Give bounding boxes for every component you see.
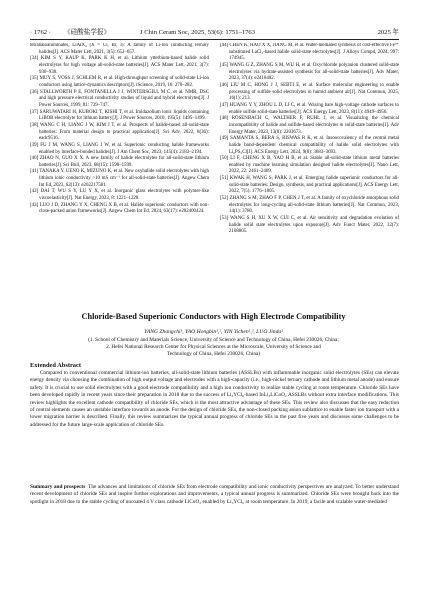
journal-year: 2025 年 xyxy=(377,29,399,36)
reference-item: [52] ZHANG S M, ZHAO F P, CHEN J T, et al. A family of oxychloride amorphous solid electrolytes for long-cycling all-solid-state lithium batteries[J]. Nat Commun, 2023, 14(1): 3780. xyxy=(220,196,399,215)
reference-item: [49] SAMANTA S, BERA S, BISWAS R K, et al. Insoocovalency of the central metal halide bond-dependent chemical compatibility of halide solid electrolytes with Li₆PS₅Cl[J]. ACS Energy Lett, 2024, 9(8): 3683–3693. xyxy=(220,136,399,155)
reference-item: [42] DAI T, WU S Y, LU Y X, et al. Inorganic glass electrolytes with polymer-like viscoelasticity[J]. Nat Energy, 2023, 8: 1221–1228. xyxy=(30,189,209,202)
extended-abstract-heading: Extended Abstract xyxy=(30,362,81,369)
reference-item: [45] WANG G Z, ZHANG S M, WU H, et al. Oxychloride polyanion clustered solid-state electrolytes via hydrate-assisted synthesis for all-solid-state batteries[J]. Adv Mater, 2023, 37(4): e2410402. xyxy=(220,62,399,82)
extended-abstract xyxy=(30,361,399,429)
article-title: Chloride-Based Superionic Conductors with High Electrode Compatibility xyxy=(81,312,346,321)
affiliation-line: 2. Hefei National Research Center for Physical Sciences at the Microscale, University of Science and xyxy=(106,344,321,351)
reference-item: [46] LIU M C, HONG J J, SEBTI E, et al. Surface molecular engineering to enable processing of sulfide solid electrolytes in humid ambient air[J]. Nat Commun, 2025, 16(1): 213. xyxy=(220,82,399,102)
reference-column-left xyxy=(30,43,209,289)
reference-item: [43] LUO J D, ZHANG Y X, CHENG X B, et al. Halide superionic conductors with non-close-packed anion frameworks[J]. Angew Chem Int Ed, 2024, 63(17): e202400424. xyxy=(30,202,209,215)
reference-item: [36] STALLWORTH P E, FONTANELLA J J, WINTERSGILL M C, et al. NMR, DSC and high pressure electrical conductivity studies of liquid and hybrid electrolytes[J]. J Power Sources, 1999, 81: 739–747. xyxy=(30,89,209,108)
journal-citation: J Chin Ceram Soc, 2025, 53(6): 1751–1763 xyxy=(140,29,256,36)
journal-name: 《硅酸盐学报》 xyxy=(64,29,111,36)
reference-item: [50] LI F, CHENG X B, YAO H B, et al. Stable all-solid-state lithium metal batteries enabled by machine learning simulation designed halide electrolytes[J]. Nano Lett, 2022, 22: 2461–2469. xyxy=(220,156,399,175)
header-rule xyxy=(30,39,399,40)
reference-item: [34] KIM S Y, KAUP K, PARK K H, et al. Lithium ytterbium-based halide solid electrolytes for high voltage all-solid-state batteries[J]. ACS Mater Lett, 2021, 3(7): 930–938. xyxy=(30,56,209,75)
running-header xyxy=(30,27,399,39)
reference-item: [44] CHEN K, HAO X X, JIANG M, et al. Water-mediated synthesis of cost-effective Fe³⁺ substituted LaCl₃-based halide solid-state electrolytes[J]. J Alloys Compd, 2024, 997: 174945. xyxy=(220,43,399,62)
affiliation-line: Technology of China, Hefei 230026, China) xyxy=(166,351,261,358)
summary-body: The advances and limitations of chloride SEs from electrode compatibility and ionic conductivity perspectives are analyzed. To better understand recent development of chloride SEs and inspire further explorations and improvements, a typical annual progress is summarized. Chloride SEs were brought back into the spotlight in 2018 due to the stable cycling of uncoated 4 V class cathode LiCoO₂ enabled by Li₃YCl₆ at room temperature. In 2019, a facile and scalable water-mediated xyxy=(30,484,399,505)
reference-column-right xyxy=(220,43,399,289)
reference-item: [37] SARUWATARI H, KUBOKI T, KISHI T, et al. Imidazolium ionic liquids containing LiBOB electrolyte for lithium battery[J]. J Power Sources, 2010, 195(5): 1495–1499. xyxy=(30,109,209,122)
reference-item: [41] TANAKA Y, UENO K, MIZUNO K, et al. New oxyhalide solid electrolytes with high lithium ionic conductivity >10 mS cm⁻¹ for all-solid-state batteries[J]. Angew Chem Int Ed, 2023, 62(13): e202217581. xyxy=(30,169,209,188)
affiliation-line: (1. School of Chemistry and Materials Science, University of Science and Technology of China, Hefei 230026, China; xyxy=(88,337,339,343)
summary-paragraph xyxy=(30,484,399,506)
page-number: · 1762 · xyxy=(30,29,51,36)
reference-item: tetrahaloaluminates, LiAlX₄ (X = Cl, Br, I): A family of Li-ion conducting ternary halides[J]. ACS Mater Lett, 2021, 3(5): 652–657. xyxy=(30,43,209,55)
reference-item: [48] ROSENBACH C, WALTHER F, RUHL J, et al. Visualizing the chemical incompatibility of halide and sulfide-based electrolytes in solid-state batteries[J]. Adv Energy Mater, 2023, 13(8): 2203673. xyxy=(220,116,399,135)
reference-item: [53] WANG S H, XU X W, CUI C, et al. Air sensitivity and degradation evolution of halide solid state electrolytes upon exposure[J]. Adv Funct Mater, 2022, 32(7): 2108805. xyxy=(220,216,399,235)
summary-lead: Summary and prospects xyxy=(30,484,86,490)
reference-item: [39] FU J M, WANG S, LIANG J W, et al. Superionic conducting halide frameworks enabled by interface-bonded halides[J]. J Am Chem Soc, 2023, 145(4): 2183–2194. xyxy=(30,142,209,155)
reference-item: [47] HUANG Y Y, ZHOU L D, LI C, et al. Waxing bare high-voltage cathode surfaces to enable sulfide solid-state batteries[J]. ACS Energy Lett, 2023, 8(11): 4949–4956. xyxy=(220,102,399,115)
summary-section xyxy=(30,484,399,506)
reference-list xyxy=(30,43,399,289)
reference-item: [35] MUY S, VOSS J, SCHLEM R, et al. High-throughput screening of solid-state Li-ion conductors using lattice-dynamics descriptors[J]. iScience, 2019, 16: 270–282. xyxy=(30,76,209,88)
extended-abstract-body: Compared to conventional commercial lithium-ion batteries, all-solid-state lithium batteries (ASSLBs) with inflammable inorganic solid electrolytes (SEs) can elevate energy density via choosing the combination of high output voltage and electrodes with a high-capacity (i.e., high-nickel ternary cathode and lithium metal anode) and ensure safety. It is crucial to use solid electrolytes with a good electrode compatibility and a high ion conductivity to realize stable cycling at room temperature. Chloride SEs have been developed rapidly in recent years since their preparation in 2018 due to the success of Li₃YCl₆-based InLi₃LiCoO₂ ASSLBs without extra interface modifications. This review highlights the excellent cathode compatibility of chloride SEs, which is the most attractive advantage of these SEs. This review also discusses that the easy reduction of central elements causes an unstable interface towards an anode. For the design of chloride SEs, the non-closed packing anion sublattice to enable faster ion transport with a lower migration barrier is described. Finally, this review summarizes the typical annual progress of chloride SEs in the past five years and discusses some challenges to be addressed for the future large-scale application of chloride SEs. xyxy=(30,370,399,428)
author-list: YANG Zhangchi¹, YAO Hongbin¹,², YIN Yichen¹,², LUO Jinda² xyxy=(144,329,283,335)
reference-item: [40] ZHAO N, GUO X X. A new family of halide electrolytes for all-solid-state lithium batteries[J]. Sci Bull, 2023, 68(15): 1598–1599. xyxy=(30,156,209,168)
reference-item: [38] WANG C H, LIANG J W, KIM J T, et al. Prospects of halide-based all-solid-state batteries: From material design to practical application[J]. Sci Adv, 2022, 8(36): eadc9516. xyxy=(30,122,209,142)
affiliations xyxy=(60,337,367,358)
reference-item: [51] KWAK H, WANG S, PARK J, et al. Emerging halide superionic conductors for all-solid-state batteries: Design, synthesis, and practical applications[J]. ACS Energy Lett, 2022, 7(5): 1776–1805. xyxy=(220,176,399,195)
